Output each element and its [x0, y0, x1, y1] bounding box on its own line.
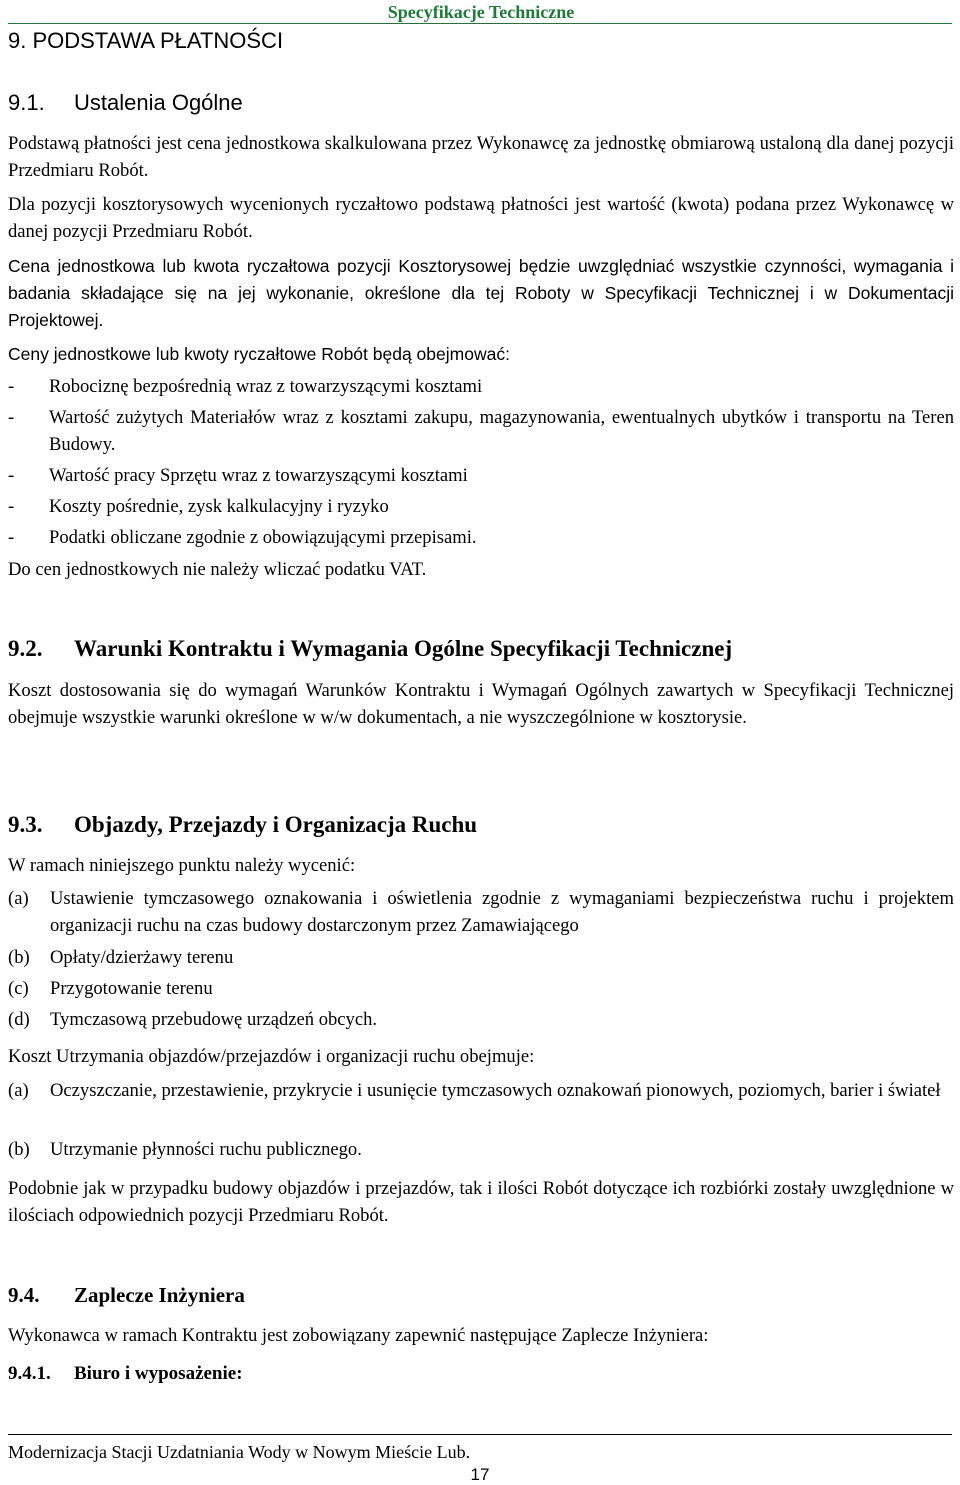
paragraph: Koszt dostosowania się do wymagań Warunków Kontraktu i Wymagań Ogólnych zawartych w Specyfikacji Technicznej obejmuje wszystkie warunki określone w w/w dokumentach, a nie wyszczególnione w kosztorysie.: [8, 680, 954, 728]
footer-rule: [8, 1434, 952, 1435]
list-item: [8, 975, 954, 1002]
list-marker: (b): [8, 947, 30, 968]
list-item: [8, 1136, 954, 1163]
spec-label: Specyfikacje Techniczne: [387, 2, 575, 22]
list-item-text: Robociznę bezpośrednią wraz z towarzyszącymi kosztami: [49, 376, 483, 397]
list-marker: -: [8, 407, 15, 428]
paragraph: Podstawą płatności jest cena jednostkowa skalkulowana przez Wykonawcę za jednostkę obmiarową ustaloną dla danej pozycji Przedmiaru Robót.: [8, 133, 954, 181]
list-marker: (a): [8, 1080, 29, 1101]
list-item: [8, 493, 954, 520]
section-number: 9.2.: [8, 636, 43, 661]
footer-text: Modernizacja Stacji Uzdatniania Wody w Nowym Mieście Lub.: [8, 1442, 471, 1462]
paragraph: Podobnie jak w przypadku budowy objazdów i przejazdów, tak i ilości Robót dotyczące ich rozbiórki zostały uwzględnione w ilościach odpowiednich pozycji Przedmiaru Robót.: [8, 1178, 954, 1226]
list-item-text: Oczyszczanie, przestawienie, przykrycie i usunięcie tymczasowych oznakowań pionowych, poziomych, barier i świateł: [50, 1080, 941, 1101]
list-item-text: Ustawienie tymczasowego oznakowania i oświetlenia zgodnie z wymaganiami bezpieczeństwa ruchu i projektem organizacji ruchu na czas budowy dostarczonym przez Zamawiającego: [50, 888, 954, 936]
list-item: [8, 944, 954, 971]
list-item-text: Wartość zużytych Materiałów wraz z kosztami zakupu, magazynowania, ewentualnych ubytków i transportu na Teren Budowy.: [49, 407, 954, 455]
section-number: 9.1.: [8, 90, 45, 115]
section-number: 9.3.: [8, 812, 43, 837]
list-item-text: Przygotowanie terenu: [50, 978, 213, 999]
list-marker: -: [8, 527, 15, 548]
section-9-2-heading: [8, 636, 732, 662]
list-item: [8, 1077, 954, 1104]
list-marker: -: [8, 465, 15, 486]
chapter-title: 9. PODSTAWA PŁATNOŚCI: [8, 28, 284, 53]
subsection-number: 9.4.1.: [8, 1363, 51, 1384]
list-item: [8, 885, 954, 939]
paragraph: Koszt Utrzymania objazdów/przejazdów i organizacji ruchu obejmuje:: [8, 1046, 535, 1067]
list-item: [8, 462, 954, 489]
list-marker: (a): [8, 888, 29, 909]
list-item-text: Koszty pośrednie, zysk kalkulacyjny i ryzyko: [49, 496, 389, 517]
section-title: Ustalenia Ogólne: [74, 90, 243, 115]
section-number: 9.4.: [8, 1283, 40, 1307]
list-item-text: Opłaty/dzierżawy terenu: [50, 947, 234, 968]
paragraph: Cena jednostkowa lub kwota ryczałtowa pozycji Kosztorysowej będzie uwzględniać wszystkie czynności, wymagania i badania składające się na jej wykonanie, określone dla tej Roboty w Specyfikacji Technicznej i w Dokumentacji Projektowej.: [8, 256, 954, 330]
paragraph: Wykonawca w ramach Kontraktu jest zobowiązany zapewnić następujące Zaplecze Inżyniera:: [8, 1325, 709, 1346]
list-marker: (b): [8, 1139, 30, 1160]
paragraph: Dla pozycji kosztorysowych wycenionych ryczałtowo podstawą płatności jest wartość (kwota) podana przez Wykonawcę w danej pozycji Przedmiaru Robót.: [8, 194, 954, 242]
section-title: Zaplecze Inżyniera: [74, 1283, 245, 1307]
header-rule: [8, 23, 952, 24]
list-item-text: Wartość pracy Sprzętu wraz z towarzyszącymi kosztami: [49, 465, 468, 486]
subsection-9-4-1-heading: [8, 1363, 243, 1385]
paragraph: Ceny jednostkowe lub kwoty ryczałtowe Robót będą obejmować:: [8, 344, 510, 364]
list-item-text: Utrzymanie płynności ruchu publicznego.: [50, 1139, 362, 1160]
list-marker: (d): [8, 1009, 30, 1030]
list-item: [8, 1006, 954, 1033]
page-number: 17: [470, 1465, 490, 1484]
list-marker: -: [8, 496, 15, 517]
list-item: [8, 404, 954, 458]
list-item: [8, 373, 954, 400]
section-9-4-heading: [8, 1283, 245, 1308]
list-item: [8, 524, 954, 551]
section-title: Warunki Kontraktu i Wymagania Ogólne Specyfikacji Technicznej: [74, 636, 733, 661]
section-9-3-heading: [8, 812, 477, 838]
paragraph: W ramach niniejszego punktu należy wycenić:: [8, 855, 356, 876]
list-item-text: Podatki obliczane zgodnie z obowiązującymi przepisami.: [49, 527, 477, 548]
list-marker: (c): [8, 978, 29, 999]
list-item-text: Tymczasową przebudowę urządzeń obcych.: [50, 1009, 378, 1030]
section-title: Objazdy, Przejazdy i Organizacja Ruchu: [74, 812, 478, 837]
subsection-title: Biuro i wyposażenie:: [74, 1363, 243, 1384]
section-9-1-heading: [8, 90, 243, 116]
paragraph: Do cen jednostkowych nie należy wliczać podatku VAT.: [8, 559, 427, 580]
list-marker: -: [8, 376, 15, 397]
